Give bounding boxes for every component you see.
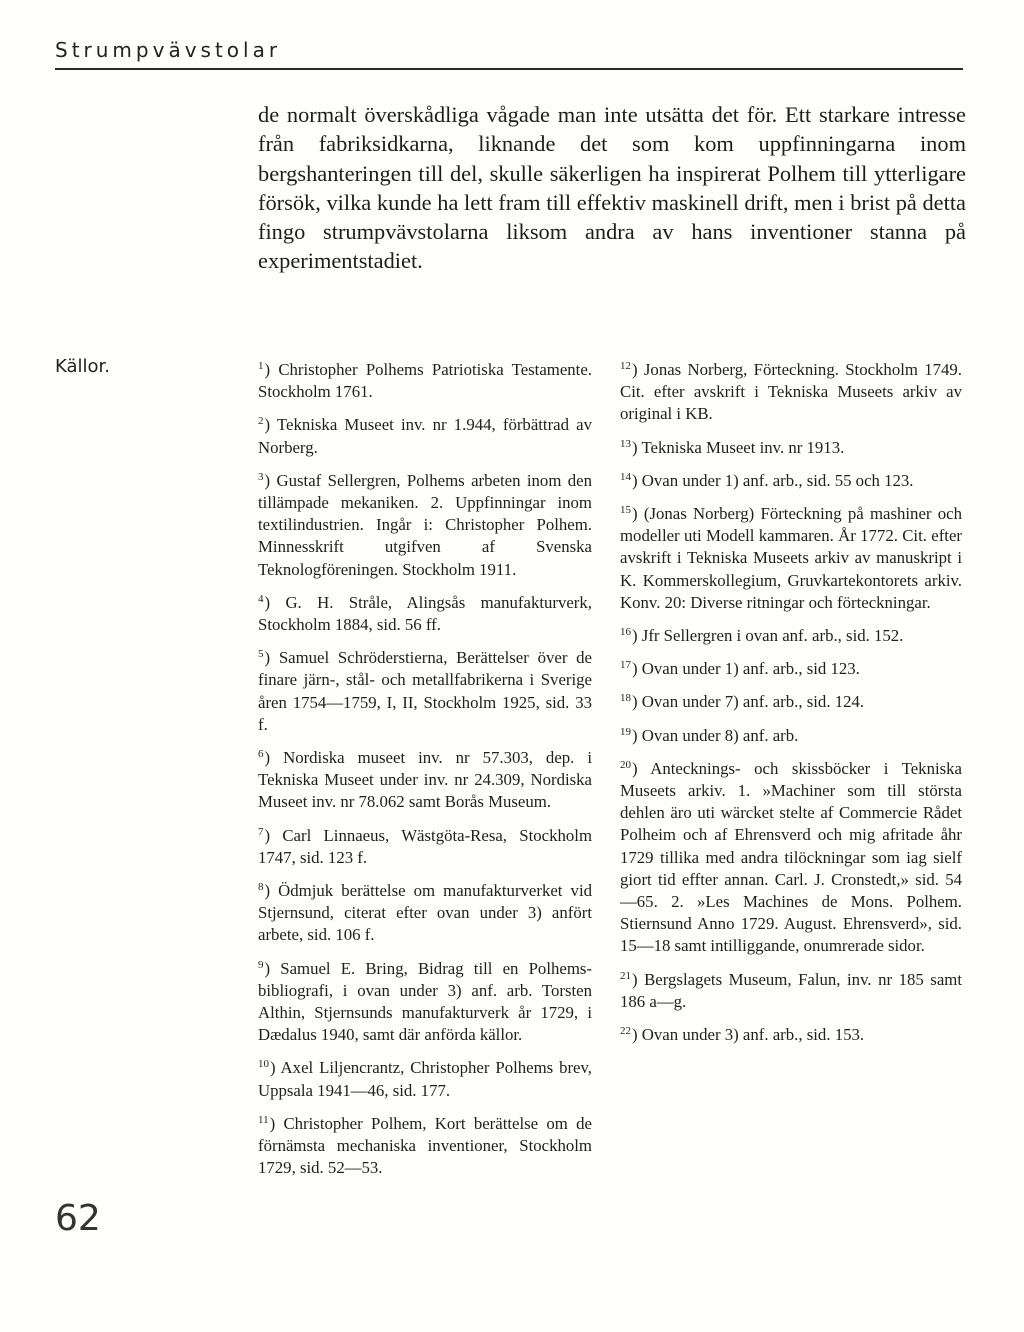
footnote xyxy=(258,410,592,458)
footnote xyxy=(258,954,592,1047)
footnote-number: 4 xyxy=(258,592,264,605)
footnote xyxy=(620,355,962,426)
page-number: 62 xyxy=(55,1198,101,1239)
footnote-number: 11 xyxy=(258,1113,269,1126)
footnote xyxy=(258,466,592,581)
footnote-text: ) Tekniska Museet inv. nr 1.944, förbättrad av Norberg. xyxy=(258,415,592,457)
footnote-number: 10 xyxy=(258,1058,269,1071)
intro-paragraph: de normalt överskådliga vågade man inte utsätta det för. Ett starkare intresse från fabriksidkarna, liknande det som kom uppfinningarna inom bergshanteringen till del, skulle säkerligen ha inspirerat Polhem till ytterligare försök, vilka kunde ha lett fram till effektiv maskinell drift, men i brist på detta fingo strumpvävstolarna liksom andra av hans inventioner stanna på experimentstadiet. xyxy=(258,102,966,274)
footnote-text: ) Jonas Norberg, Förteckning. Stockholm 1749. Cit. efter avskrift i Tekniska Museets arkiv av original i KB. xyxy=(620,360,962,424)
footnote xyxy=(620,466,962,492)
footnote-text: ) Ovan under 7) anf. arb., sid. 124. xyxy=(632,692,865,712)
footnote-number: 17 xyxy=(620,659,631,672)
footnote-number: 21 xyxy=(620,969,631,982)
footnote-number: 8 xyxy=(258,881,264,894)
footnote-text: ) Ovan under 3) anf. arb., sid. 153. xyxy=(632,1025,865,1045)
notes-column-left xyxy=(258,355,592,1187)
footnote-number: 2 xyxy=(258,415,264,428)
footnote xyxy=(620,754,962,958)
footnote-text: ) Bergslagets Museum, Falun, inv. nr 185 samt 186 a—g. xyxy=(620,969,962,1011)
footnote-text: ) Samuel Schröderstierna, Berättelser över de finare järn-, stål- och metallfabrikerna i Sverige åren 1754—1759, I, II, Stockholm 1925, sid. 33 f. xyxy=(258,648,592,734)
footnote-number: 20 xyxy=(620,758,631,771)
footnote xyxy=(258,355,592,403)
footnote-number: 3 xyxy=(258,470,264,483)
footnote-text: ) Tekniska Museet inv. nr 1913. xyxy=(632,437,845,457)
footnote-number: 15 xyxy=(620,504,631,517)
footnote-text: ) Jfr Sellergren i ovan anf. arb., sid. 152. xyxy=(632,626,904,646)
footnote-text: ) Ovan under 1) anf. arb., sid. 55 och 123. xyxy=(632,470,914,490)
footnote-number: 5 xyxy=(258,648,264,661)
footnote-text: ) Samuel E. Bring, Bidrag till en Polhems-bibliografi, i ovan under 3) anf. arb. Torsten Althin, Stjernsunds manufakturverk år 1729, i Dædalus 1940, samt där anförda källor. xyxy=(258,958,592,1045)
footnote-text: ) Ovan under 8) anf. arb. xyxy=(632,725,799,745)
footnote-number: 14 xyxy=(620,470,631,483)
footnote-number: 13 xyxy=(620,437,631,450)
footnote xyxy=(620,687,962,713)
footnote xyxy=(620,499,962,614)
footnote xyxy=(258,821,592,869)
footnote-number: 7 xyxy=(258,825,264,838)
footnote-number: 1 xyxy=(258,360,264,372)
footnote xyxy=(258,1109,592,1180)
footnote xyxy=(258,743,592,814)
footnote xyxy=(620,433,962,459)
footnote-text: ) G. H. Stråle, Alingsås manufakturverk, Stockholm 1884, sid. 56 ff. xyxy=(258,592,592,635)
footnote-number: 19 xyxy=(620,725,631,738)
footnote-text: ) Ödmjuk berättelse om manufakturverket vid Stjernsund, citerat efter ovan under 3) anfört arbete, sid. 106 f. xyxy=(258,881,592,945)
header-rule xyxy=(55,68,963,70)
footnote-number: 18 xyxy=(620,692,631,705)
footnote xyxy=(620,721,962,747)
footnote-text: ) Antecknings- och skissböcker i Tekniska Museets arkiv. 1. »Machiner som till största dehlen äro uti wärcket stelte af Commercie Rådet Polheim och af Ehrensverd och mig afritade åhr 1729 tillika med andra tilöckningar som iag sielf giort tid effter annan. Carl. J. Cronstedt,» sid. 54—65. 2. »Les Machines de Mons. Polhem. Stiernsund Anno 1729. August. Ehrensverd», sid. 15—18 samt intilliggande, onumrerade sidor. xyxy=(620,758,962,956)
footnote xyxy=(258,876,592,947)
footnote-text: ) Axel Liljencrantz, Christopher Polhems brev, Uppsala 1941—46, sid. 177. xyxy=(258,1058,592,1100)
footnote xyxy=(258,588,592,636)
footnote-text: ) Carl Linnaeus, Wästgöta-Resa, Stockholm 1747, sid. 123 f. xyxy=(258,825,592,867)
footnote xyxy=(620,965,962,1013)
footnote-text: ) Gustaf Sellergren, Polhems arbeten inom den tillämpade mekaniken. 2. Uppfinningar inom textilindustrien. Ingår i: Christopher Polhem. Minnesskrift utgifven af Svenska Teknologföreningen. Stockholm 1911. xyxy=(258,470,592,579)
notes-column-right xyxy=(620,355,962,1053)
footnote xyxy=(258,643,592,736)
footnote xyxy=(620,621,962,647)
footnote-number: 6 xyxy=(258,748,264,761)
footnote-text: ) Christopher Polhems Patriotiska Testamente. Stockholm 1761. xyxy=(258,360,592,402)
footnote-number: 16 xyxy=(620,626,631,639)
sources-label: Källor. xyxy=(55,356,111,377)
footnote xyxy=(258,1053,592,1101)
footnote-text: ) Nordiska museet inv. nr 57.303, dep. i Tekniska Museet under inv. nr 24.309, Nordiska Museet inv. nr 78.062 samt Borås Museum. xyxy=(258,748,592,812)
footnote xyxy=(620,654,962,680)
footnote-number: 22 xyxy=(620,1025,631,1038)
running-title: Strumpvävstolar xyxy=(55,38,282,62)
footnote-text: ) Christopher Polhem, Kort berättelse om de förnämsta mechaniska inventioner, Stockholm 1729, sid. 52—53. xyxy=(258,1113,592,1178)
footnote-text: ) Ovan under 1) anf. arb., sid 123. xyxy=(632,659,860,679)
footnote-text: ) (Jonas Norberg) Förteckning på mashiner och modeller uti Modell kammaren. År 1772. Cit. efter avskrift i Tekniska Museets arkiv av manuskript i K. Kommerskollegium, Gruvkartekontorets arkiv. Konv. 20: Diverse ritningar och förteckningar. xyxy=(620,504,962,612)
footnote-number: 9 xyxy=(258,958,264,971)
footnote-number: 12 xyxy=(620,360,631,372)
footnote xyxy=(620,1020,962,1046)
